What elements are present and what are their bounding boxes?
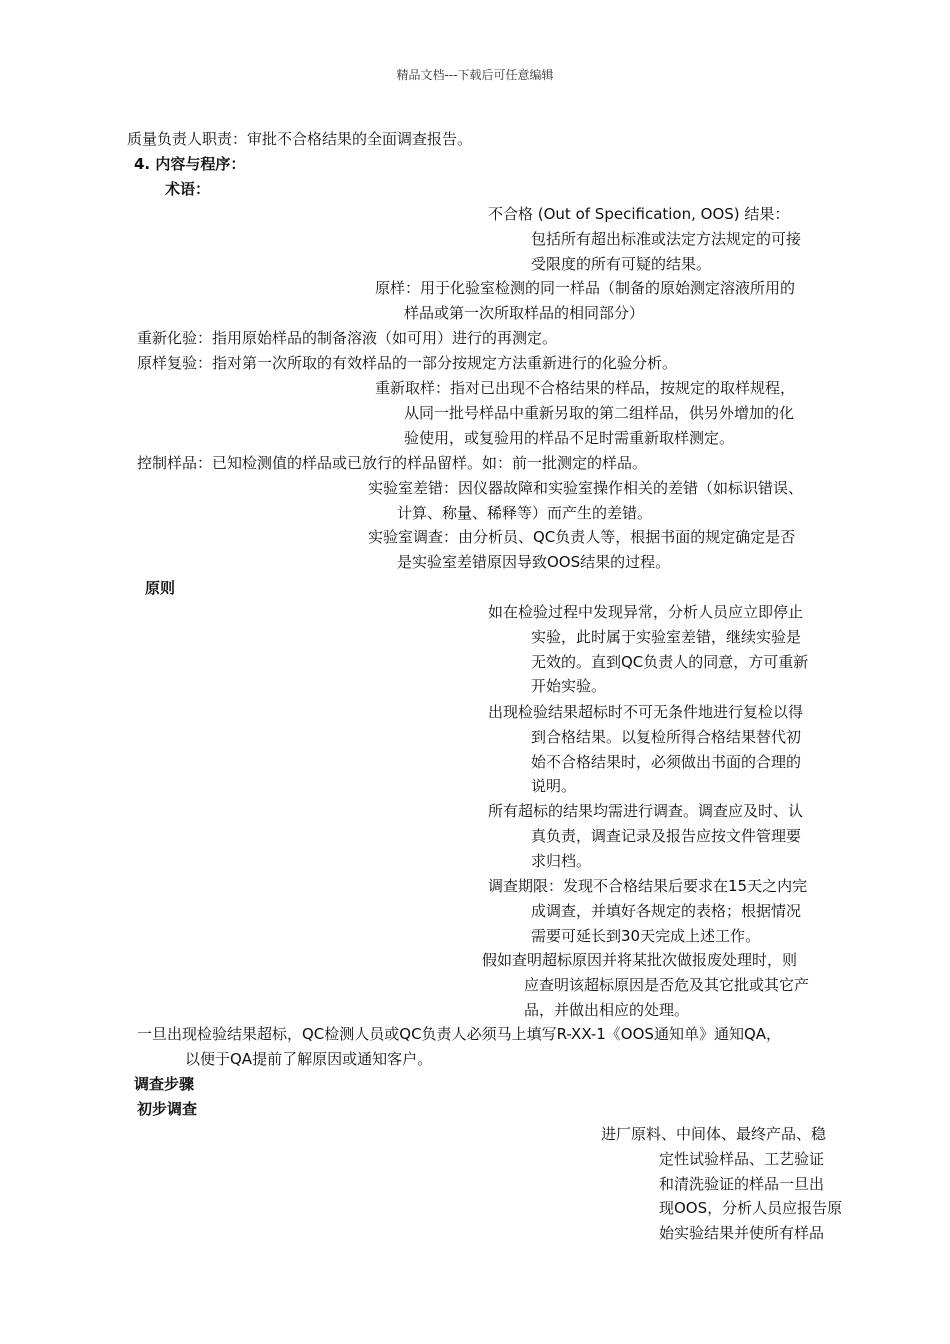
- heading-text: 术语：: [165, 180, 211, 198]
- text-line: 真负责，调查记录及报告应按文件管理要: [531, 826, 802, 845]
- text-line: 实验，此时属于实验室差错，继续实验是: [531, 627, 802, 646]
- lab-investigation-definition: [368, 525, 795, 575]
- text-line: 是实验室差错原因导致OOS结果的过程。: [397, 552, 671, 571]
- text-line: 应查明该超标原因是否危及其它批或其它产: [524, 975, 810, 994]
- control-sample-definition: [137, 451, 647, 476]
- section-4-heading: [134, 152, 245, 177]
- terms-heading: [165, 177, 210, 202]
- heading-text: 调查步骤: [134, 1075, 195, 1093]
- page-header: 精品文档---下载后可任意编辑: [396, 68, 554, 82]
- text-line: 说明。: [531, 777, 577, 796]
- qa-responsibility-paragraph: [127, 127, 472, 152]
- preliminary-investigation-text: [601, 1122, 842, 1246]
- text-line: 验使用，或复验用的样品不足时需重新取样测定。: [404, 428, 735, 447]
- text-line: 到合格结果。以复检所得合格结果替代初: [531, 727, 802, 746]
- principles-heading: [145, 576, 175, 601]
- retest-definition: [137, 326, 557, 351]
- text-line: 质量负责人职责：审批不合格结果的全面调查报告。: [127, 130, 473, 148]
- text-line: 重新化验：指用原始样品的制备溶液（如可用）进行的再测定。: [137, 329, 558, 347]
- text-line: 如在检验过程中发现异常，分析人员应立即停止: [488, 603, 804, 621]
- text-line: 需要可延长到30天完成上述工作。: [531, 926, 761, 945]
- text-line: 和清洗验证的样品一旦出: [659, 1174, 825, 1193]
- principle-item-3: [488, 799, 803, 873]
- text-line: 包括所有超出标准或法定方法规定的可接: [531, 229, 802, 248]
- text-line: 进厂原料、中间体、最终产品、稳: [601, 1125, 827, 1143]
- lab-error-definition: [368, 476, 803, 526]
- text-line: 品，并做出相应的处理。: [524, 1000, 690, 1019]
- text-line: 成调查，并填好各规定的表格；根据情况: [531, 901, 802, 920]
- text-line: 现OOS，分析人员应报告原: [659, 1199, 843, 1218]
- text-line: 一旦出现检验结果超标，QC检测人员或QC负责人必须马上填写R-XX-1《OOS通知单》通知QA，: [137, 1025, 782, 1043]
- text-line: 定性试验样品、工艺验证: [659, 1149, 825, 1168]
- principle-item-4: [488, 874, 807, 948]
- original-sample-definition: [375, 276, 795, 326]
- text-line: 无效的。直到QC负责人的同意，方可重新: [531, 652, 809, 671]
- text-line: 实验室调查：由分析员、QC负责人等，根据书面的规定确定是否: [368, 528, 796, 546]
- text-line: 样品或第一次所取样品的相同部分）: [404, 303, 645, 322]
- text-line: 以便于QA提前了解原因或通知客户。: [185, 1049, 433, 1068]
- heading-text: 4. 内容与程序：: [134, 155, 246, 173]
- principle-item-1: [488, 600, 808, 699]
- text-line: 出现检验结果超标时不可无条件地进行复检以得: [488, 703, 804, 721]
- text-line: 不合格 (Out of Specification, OOS) 结果：: [488, 205, 790, 223]
- text-line: 实验室差错：因仪器故障和实验室操作相关的差错（如标识错误、: [368, 479, 804, 497]
- text-line: 重新取样：指对已出现不合格结果的样品，按规定的取样规程，: [375, 379, 796, 397]
- oos-definition: [488, 202, 801, 276]
- text-line: 始实验结果并使所有样品: [659, 1224, 825, 1243]
- resampling-definition: [375, 376, 795, 450]
- text-line: 始不合格结果时，必须做出书面的合理的: [531, 752, 802, 771]
- oos-notice-paragraph: [137, 1022, 781, 1072]
- text-line: 所有超标的结果均需进行调查。调查应及时、认: [488, 802, 804, 820]
- text-line: 受限度的所有可疑的结果。: [531, 254, 712, 273]
- text-line: 计算、称量、稀释等）而产生的差错。: [397, 503, 653, 522]
- heading-text: 初步调查: [137, 1100, 198, 1118]
- text-line: 调查期限：发现不合格结果后要求在15天之内完: [488, 877, 808, 895]
- principle-item-2: [488, 700, 803, 799]
- text-line: 求归档。: [531, 851, 592, 870]
- principle-item-5: [482, 948, 809, 1022]
- text-line: 开始实验。: [531, 677, 607, 696]
- text-line: 控制样品：已知检测值的样品或已放行的样品留样。如：前一批测定的样品。: [137, 454, 648, 472]
- investigation-steps-heading: [134, 1072, 194, 1097]
- text-line: 假如查明超标原因并将某批次做报废处理时，则: [482, 951, 798, 969]
- text-line: 从同一批号样品中重新另取的第二组样品，供另外增加的化: [404, 403, 795, 422]
- text-line: 原样：用于化验室检测的同一样品（制备的原始测定溶液所用的: [375, 279, 796, 297]
- preliminary-investigation-heading: [137, 1097, 197, 1122]
- sample-reanalysis-definition: [137, 351, 677, 376]
- text-line: 原样复验：指对第一次所取的有效样品的一部分按规定方法重新进行的化验分析。: [137, 354, 678, 372]
- heading-text: 原则: [145, 579, 176, 597]
